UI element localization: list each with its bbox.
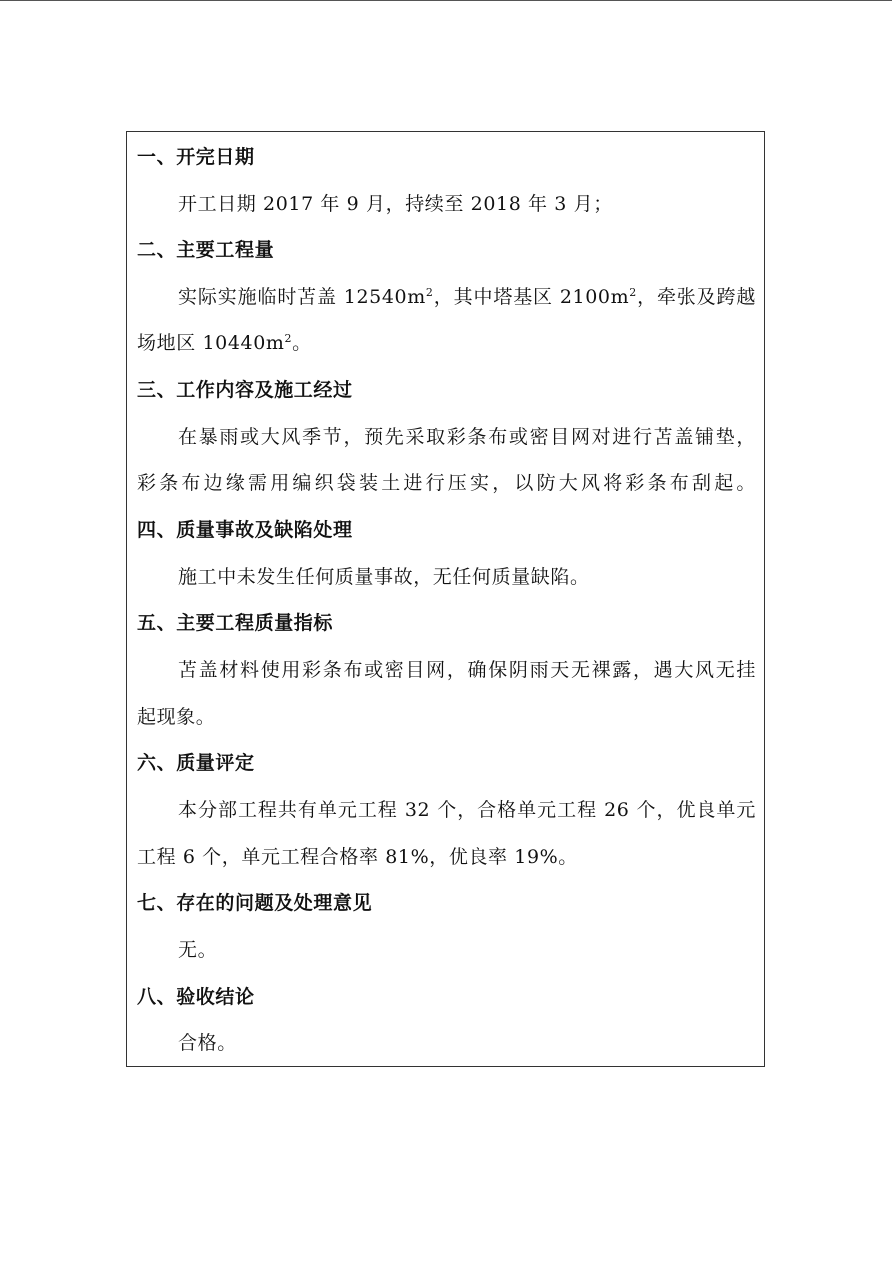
- section-body-quality-assessment-line2: 工程 6 个，单元工程合格率 81%，优良率 19%。: [137, 846, 578, 868]
- section-body-main-quantities-line1: [178, 274, 756, 321]
- page-top-rule: [0, 0, 892, 1]
- section-heading-issues: 七、存在的问题及处理意见: [137, 892, 373, 914]
- report-content-box: [126, 131, 765, 1067]
- section-heading-conclusion: 八、验收结论: [137, 986, 255, 1008]
- unit-superscript: 2: [629, 286, 637, 299]
- section-body-quality-indicators-line2: 起现象。: [137, 706, 216, 728]
- section-body-issues: 无。: [178, 939, 218, 961]
- quantity-text-site: 场地区 10440m: [137, 332, 285, 354]
- unit-superscript: 2: [284, 332, 293, 345]
- section-heading-work-content: 三、工作内容及施工经过: [137, 379, 353, 401]
- section-heading-quality-assessment: 六、质量评定: [137, 752, 255, 774]
- section-body-conclusion: 合格。: [178, 1032, 237, 1054]
- quantity-text-tower: ，其中塔基区 2100m: [433, 286, 630, 308]
- unit-superscript: 2: [425, 286, 434, 299]
- section-body-work-content-line1: 在暴雨或大风季节，预先采取彩条布或密目网对进行苫盖铺垫，: [178, 426, 756, 448]
- quantity-text-end: 。: [292, 332, 312, 354]
- quantity-text-total: 实际实施临时苫盖 12540m: [178, 286, 426, 308]
- section-heading-quality-defects: 四、质量事故及缺陷处理: [137, 519, 353, 541]
- section-body-start-end-date: 开工日期 2017 年 9 月，持续至 2018 年 3 月；: [178, 193, 613, 215]
- section-heading-main-quantities: 二、主要工程量: [137, 239, 275, 261]
- section-body-quality-assessment-line1: 本分部工程共有单元工程 32 个，合格单元工程 26 个，优良单元: [178, 799, 756, 821]
- quantity-text-tail: ，牵张及跨越: [636, 286, 756, 308]
- section-body-quality-defects: 施工中未发生任何质量事故，无任何质量缺陷。: [178, 566, 590, 588]
- section-body-work-content-line2: 彩条布边缘需用编织袋装土进行压实，以防大风将彩条布刮起。: [137, 472, 756, 494]
- section-heading-quality-indicators: 五、主要工程质量指标: [137, 612, 334, 634]
- section-body-quality-indicators-line1: 苫盖材料使用彩条布或密目网，确保阴雨天无裸露，遇大风无挂: [178, 659, 756, 681]
- section-heading-start-end-date: 一、开完日期: [137, 146, 255, 168]
- section-body-main-quantities-line2: [137, 320, 756, 367]
